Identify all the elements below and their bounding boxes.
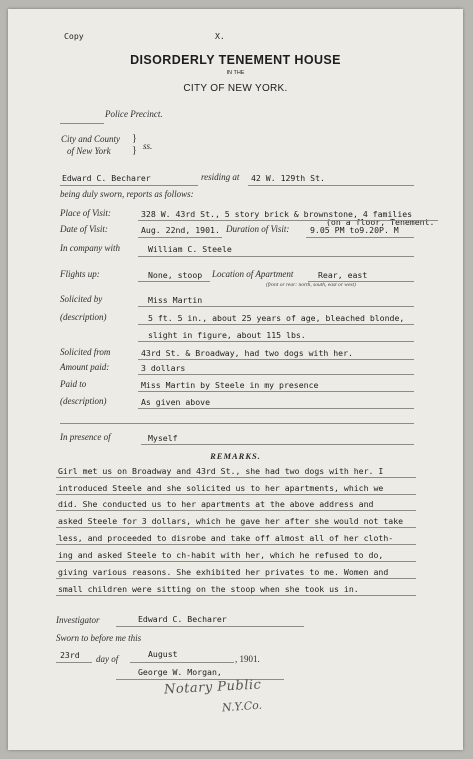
document-page xyxy=(8,9,463,750)
flights-line xyxy=(138,281,210,282)
sworn-label: being duly sworn, reports as follows: xyxy=(60,189,194,199)
day-line xyxy=(56,662,92,663)
description-value-1: 5 ft. 5 in., about 25 years of age, bleached blonde, xyxy=(148,313,405,323)
location-label: Location of Apartment xyxy=(212,269,294,279)
company-value: William C. Steele xyxy=(148,244,232,254)
presence-label: In presence of xyxy=(60,432,111,442)
remarks-line-7: giving various reasons. She exhibited her privates to me. Women and xyxy=(58,567,389,577)
remarks-rule-6 xyxy=(56,561,416,562)
investigator-line xyxy=(116,626,304,627)
investigator-value: Edward C. Becharer xyxy=(138,614,227,624)
description-line-1 xyxy=(138,324,414,325)
duration-label: Duration of Visit: xyxy=(226,224,290,234)
solicited-by-line xyxy=(138,306,414,307)
remarks-line-1: Girl met us on Broadway and 43rd St., she had two dogs with her. I xyxy=(58,466,384,476)
description2-value: As given above xyxy=(141,397,211,407)
date-value: Aug. 22nd, 1901. xyxy=(141,225,220,235)
reporter-address: 42 W. 129th St. xyxy=(251,173,325,183)
amount-line xyxy=(138,374,414,375)
solicited-by-label: Solicited by xyxy=(60,294,103,304)
presence-line xyxy=(141,444,414,445)
document-title: DISORDERLY TENEMENT HOUSE xyxy=(130,53,341,67)
flights-value: None, stoop xyxy=(148,270,203,280)
remarks-title: REMARKS. xyxy=(210,451,261,461)
description2-label: (description) xyxy=(60,396,107,406)
remarks-rule-8 xyxy=(56,595,416,596)
residing-label: residing at xyxy=(201,172,240,182)
remarks-rule-4 xyxy=(56,527,416,528)
duration-line xyxy=(306,237,414,238)
blank-line xyxy=(60,423,414,424)
month-value: August xyxy=(148,649,178,659)
precinct-label: Police Precinct. xyxy=(105,109,163,119)
company-line xyxy=(138,256,414,257)
remarks-rule-5 xyxy=(56,544,416,545)
location-hint: (front or rear: north, south, east or west) xyxy=(266,282,356,288)
city-heading: CITY OF NEW YORK. xyxy=(183,83,288,94)
solicited-from-label: Solicited from xyxy=(60,347,111,357)
paid-to-line xyxy=(138,391,414,392)
solicited-from-value: 43rd St. & Broadway, had two dogs with her. xyxy=(141,348,353,358)
investigator-label: Investigator xyxy=(56,615,100,625)
precinct-blank xyxy=(60,123,104,124)
remarks-line-5: less, and proceeded to disrobe and take off almost all of her cloth- xyxy=(58,533,394,543)
remarks-rule-3 xyxy=(56,510,416,511)
flights-label: Flights up: xyxy=(60,269,100,279)
reporter-name-line xyxy=(60,185,198,186)
county-signature: N.Y.Co. xyxy=(221,698,263,715)
amount-value: 3 dollars xyxy=(141,363,186,373)
day-value: 23rd xyxy=(60,650,80,660)
presence-value: Myself xyxy=(148,433,178,443)
remarks-rule-2 xyxy=(56,494,416,495)
remarks-line-3: did. She conducted us to her apartments at the above address and xyxy=(58,499,374,509)
remarks-line-2: introduced Steele and she solicited us to her apartments, which we xyxy=(58,483,384,493)
amount-label: Amount paid: xyxy=(60,362,110,372)
venue-brace: } xyxy=(132,133,137,144)
remarks-line-6: ing and asked Steele to ch-habit with her, which he refused to do, xyxy=(58,550,384,560)
x-mark: X. xyxy=(215,31,225,41)
date-label: Date of Visit: xyxy=(60,224,108,234)
notary-name: George W. Morgan, xyxy=(138,667,222,677)
description-value-2: slight in figure, about 115 lbs. xyxy=(148,330,306,340)
duration-value: 9.05 PM to9.20P. M xyxy=(310,225,399,235)
day-of-label: day of xyxy=(96,654,119,664)
reporter-name: Edward C. Becharer xyxy=(62,173,151,183)
solicited-by-value: Miss Martin xyxy=(148,295,203,305)
remarks-line-8: small children were sitting on the stoop when she took us in. xyxy=(58,584,359,594)
paid-to-label: Paid to xyxy=(60,379,87,389)
reporter-address-line xyxy=(248,185,414,186)
remarks-line-4: asked Steele for 3 dollars, which he gave her after she would not take xyxy=(58,516,404,526)
venue-line-1: City and County xyxy=(61,134,120,144)
remarks-rule-1 xyxy=(56,477,416,478)
location-value: Rear, east xyxy=(318,270,368,280)
copy-mark: Copy xyxy=(64,31,84,41)
date-line xyxy=(138,237,222,238)
company-label: In company with xyxy=(60,243,120,253)
year-value: , 1901. xyxy=(235,654,260,664)
venue-brace-lower: } xyxy=(132,145,137,156)
sworn-before-label: Sworn to before me this xyxy=(56,633,142,643)
in-the-label: IN THE xyxy=(226,70,245,76)
month-line xyxy=(130,662,234,663)
solicited-from-line xyxy=(138,359,414,360)
place-value-2: (on a floor, Tenement. xyxy=(326,217,435,227)
description2-line xyxy=(138,408,414,409)
description-line-2 xyxy=(138,341,414,342)
ss-label: ss. xyxy=(143,141,153,151)
description-label: (description) xyxy=(60,312,107,322)
place-line xyxy=(138,220,438,221)
place-value: 328 W. 43rd St., 5 story brick & brownstone, 4 families xyxy=(141,209,413,219)
venue-line-2: of New York xyxy=(67,146,111,156)
place-label: Place of Visit: xyxy=(60,208,111,218)
paid-to-value: Miss Martin by Steele in my presence xyxy=(141,380,319,390)
remarks-rule-7 xyxy=(56,578,416,579)
notary-signature: Notary Public xyxy=(163,677,262,698)
